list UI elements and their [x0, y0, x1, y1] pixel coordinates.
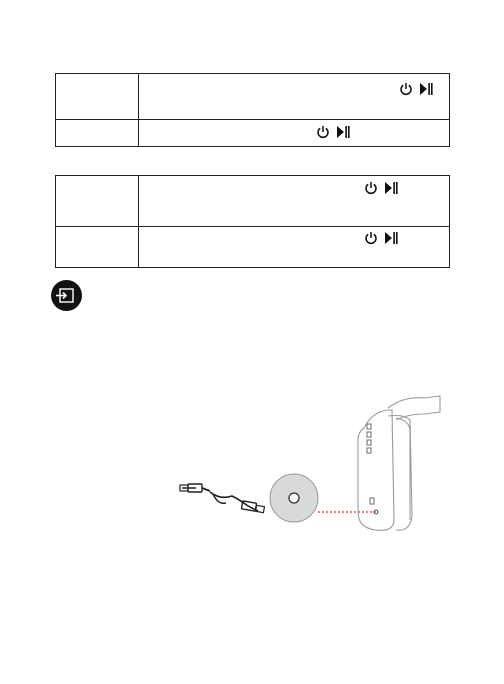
aux-jack-icon — [270, 474, 318, 522]
headphone-icon — [358, 396, 440, 530]
audio-cable-icon — [180, 484, 264, 513]
